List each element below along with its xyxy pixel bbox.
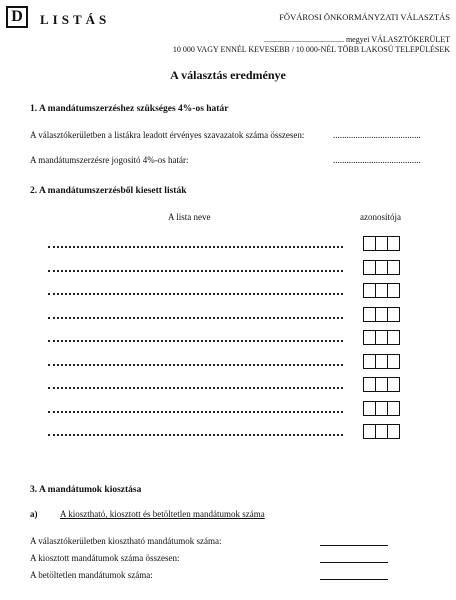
list-name-field[interactable] [48,291,343,295]
unfilled-mandates-field[interactable] [320,579,388,580]
id-digit-cell[interactable] [376,308,388,321]
list-name-field[interactable] [48,432,343,436]
county-district-line: ........................................ megyei VÁLASZTÓKERÜLET [263,35,450,44]
id-digit-cell[interactable] [388,261,399,274]
section3-heading: 3. A mandátumok kiosztása [30,485,142,495]
list-name-field[interactable] [48,362,343,366]
form-type-letter: D [11,8,23,25]
id-digit-cell[interactable] [388,355,399,368]
id-digit-cell[interactable] [388,284,399,297]
id-digit-cell[interactable] [376,331,388,344]
section2-heading: 2. A mandátumszerzésből kiesett listák [30,186,187,196]
list-name-field[interactable] [48,385,343,389]
subsection-marker: a) [30,509,38,519]
form-type-box [6,6,28,28]
list-name-field[interactable] [48,268,343,272]
list-id-boxes[interactable] [363,307,400,322]
unfilled-mandates-label: A betöltetlen mandátumok száma: [30,570,153,580]
allocatable-mandates-field[interactable] [320,545,388,546]
list-id-boxes[interactable] [363,354,400,369]
allocated-mandates-label: A kiosztott mandátumok száma összesen: [30,553,180,563]
id-digit-cell[interactable] [364,355,376,368]
list-name-field[interactable] [48,338,343,342]
threshold-label: A mandátumszerzésre jogosító 4%-os határ: [30,155,189,165]
list-name-field[interactable] [48,315,343,319]
list-id-boxes[interactable] [363,424,400,439]
id-digit-cell[interactable] [388,425,399,438]
section1-heading: 1. A mandátumszerzéshez szükséges 4%-os határ [30,104,229,114]
form-type-label: LISTÁS [40,12,111,27]
valid-votes-label: A választókerületben a listákra leadott érvényes szavazatok száma összesen: [30,130,305,140]
id-digit-cell[interactable] [364,378,376,391]
list-id-boxes[interactable] [363,283,400,298]
id-digit-cell[interactable] [364,402,376,415]
id-digit-cell[interactable] [364,308,376,321]
list-name-column-header: A lista neve [168,212,211,222]
id-digit-cell[interactable] [376,355,388,368]
id-digit-cell[interactable] [376,261,388,274]
id-digit-cell[interactable] [364,261,376,274]
id-digit-cell[interactable] [364,237,376,250]
id-digit-cell[interactable] [388,402,399,415]
id-digit-cell[interactable] [376,284,388,297]
list-name-field[interactable] [48,409,343,413]
list-id-boxes[interactable] [363,401,400,416]
id-digit-cell[interactable] [364,425,376,438]
allocated-mandates-field[interactable] [320,562,388,563]
list-id-boxes[interactable] [363,330,400,345]
id-digit-cell[interactable] [376,237,388,250]
list-id-boxes[interactable] [363,377,400,392]
id-digit-cell[interactable] [388,378,399,391]
list-id-column-header: azonosítója [360,212,401,222]
id-digit-cell[interactable] [388,331,399,344]
id-digit-cell[interactable] [364,284,376,297]
election-name: FŐVÁROSI ÖNKORMÁNYZATI VÁLASZTÁS [279,12,450,22]
id-digit-cell[interactable] [364,331,376,344]
list-id-boxes[interactable] [363,236,400,251]
threshold-field[interactable]: ....................................... [333,155,421,165]
allocatable-mandates-label: A választókerületben kiosztható mandátumok száma: [30,536,222,546]
id-digit-cell[interactable] [388,308,399,321]
id-digit-cell[interactable] [376,425,388,438]
valid-votes-field[interactable]: ....................................... [333,130,421,140]
id-digit-cell[interactable] [376,378,388,391]
page-title: A választás eredménye [170,68,286,82]
settlement-category-line: 10 000 VAGY ENNÉL KEVESEBB / 10 000-NÉL TÖBB LAKOSÚ TELEPÜLÉSEK [172,45,450,54]
id-digit-cell[interactable] [376,402,388,415]
list-id-boxes[interactable] [363,260,400,275]
id-digit-cell[interactable] [388,237,399,250]
list-name-field[interactable] [48,244,343,248]
subsection-heading: A kiosztható, kiosztott és betöltetlen mandátumok száma [60,509,265,519]
